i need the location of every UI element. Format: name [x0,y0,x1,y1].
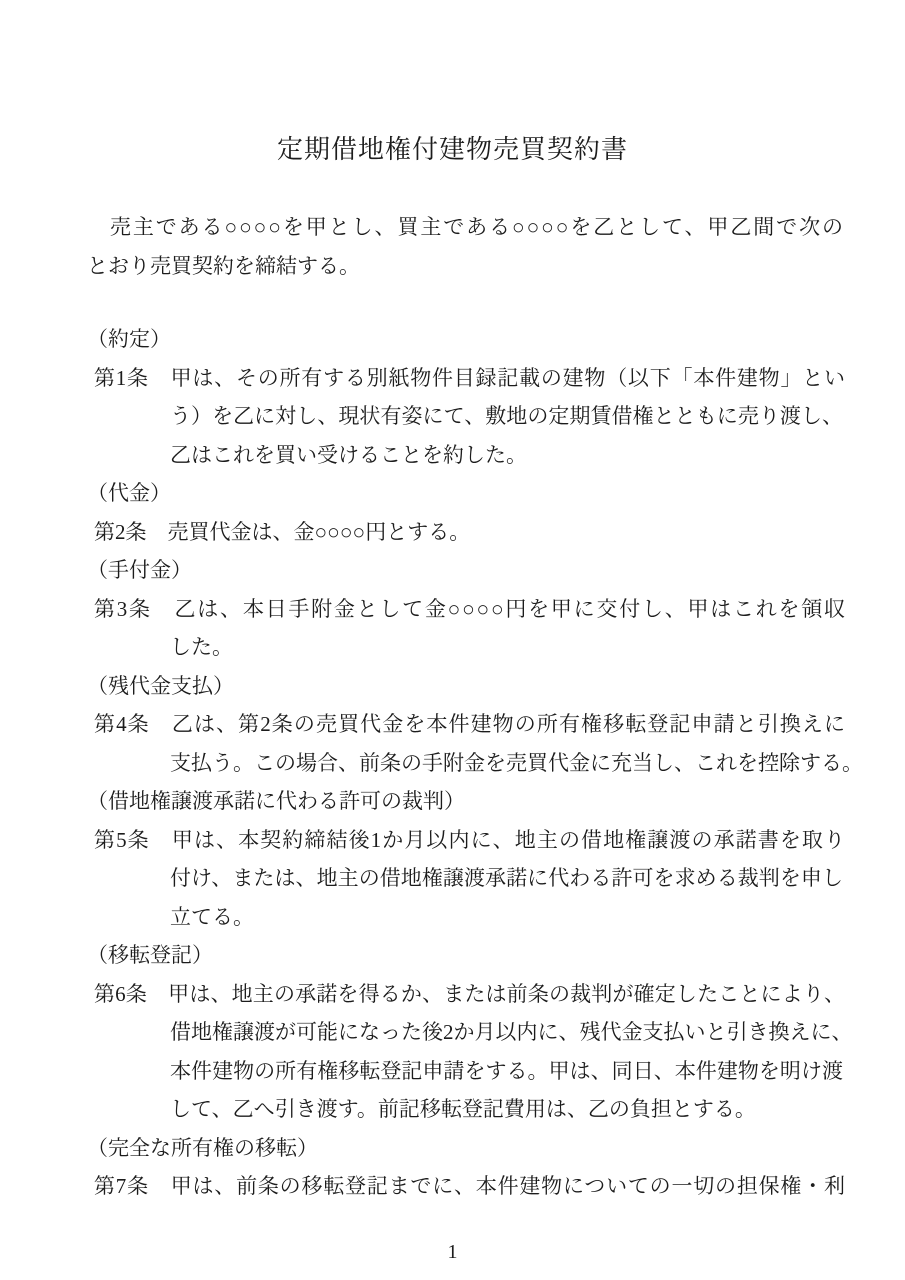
clause-line-text: 甲は、地主の承諾を得るか、または前条の裁判が確定したことにより、 [168,981,846,1006]
clause-first-line [94,821,845,860]
clause-first-line [94,359,845,398]
contract-body [87,320,863,1206]
clause-number: 第5条 [94,827,150,852]
clause-heading: （残代金支払） [87,673,234,698]
clause [94,513,845,552]
clause-line-text: 甲は、本契約締結後1か月以内に、地主の借地権譲渡の承諾書を取り [171,827,846,852]
clause-line: 借地権譲渡が可能になった後2か月以内に、残代金支払いと引き換えに、 [170,1020,853,1044]
clause-line-text: 乙は、本日手附金として金○○○○円を甲に交付し、甲はこれを領収 [174,596,846,621]
clause [94,1167,845,1206]
clause-heading: （借地権譲渡承諾に代わる許可の裁判） [87,789,465,813]
clause-number: 第7条 [94,1174,149,1198]
clause-line-text: 甲は、前条の移転登記までに、本件建物についての一切の担保権・利 [170,1174,846,1198]
clause [94,975,853,1129]
clause-heading: （手付金） [87,558,192,582]
clause-line-text: 売買代金は、金○○○○円とする。 [167,519,471,544]
clause-number: 第4条 [94,712,150,736]
clause-line: した。 [170,635,233,659]
clause [94,590,845,667]
clause-number: 第3条 [94,596,152,621]
clause-number: 第1条 [94,365,149,390]
clause [94,359,845,475]
clause-heading: （代金） [87,481,171,505]
document-title: 定期借地権付建物売買契約書 [276,135,628,164]
clause-first-line [94,513,845,552]
clause-first-line [94,975,845,1014]
clause-line: 支払う。この場合、前条の手附金を売買代金に充当し、これを控除する。 [170,750,863,775]
clause-heading: （移転登記） [87,943,213,967]
clause-line: して、乙へ引き渡す。前記移転登記費用は、乙の負担とする。 [170,1097,756,1121]
clause-line: 付け、または、地主の借地権譲渡承諾に代わる許可を求める裁判を申し [170,866,843,890]
preamble-line: とおり売買契約を締結する。 [87,253,360,278]
clause-line: 本件建物の所有権移転登記申請をする。甲は、同日、本件建物を明け渡 [170,1058,843,1083]
clause [94,821,845,937]
clause-first-line [94,1167,845,1206]
clause-heading: （完全な所有権の移転） [87,1135,318,1160]
clause [94,705,863,782]
clause-first-line [94,590,845,629]
clause-line-text: 甲は、その所有する別紙物件目録記載の建物（以下「本件建物」とい [170,365,846,390]
clause-first-line [94,705,845,744]
preamble-line: 売主である○○○○を甲とし、買主である○○○○を乙として、甲乙間で次の [87,215,843,239]
clause-line: 乙はこれを買い受けることを約した。 [170,442,527,467]
clause-number: 第6条 [94,981,147,1006]
clause-line: う）を乙に対し、現状有姿にて、敷地の定期賃借権とともに売り渡し、 [170,404,843,428]
clause-line: 立てる。 [170,904,254,929]
clause-heading: （約定） [87,327,171,351]
preamble [87,208,843,285]
clause-line-text: 乙は、第2条の売買代金を本件建物の所有権移転登記申請と引換えに [171,712,846,736]
clause-number: 第2条 [94,519,147,544]
page-number: 1 [447,1241,458,1263]
